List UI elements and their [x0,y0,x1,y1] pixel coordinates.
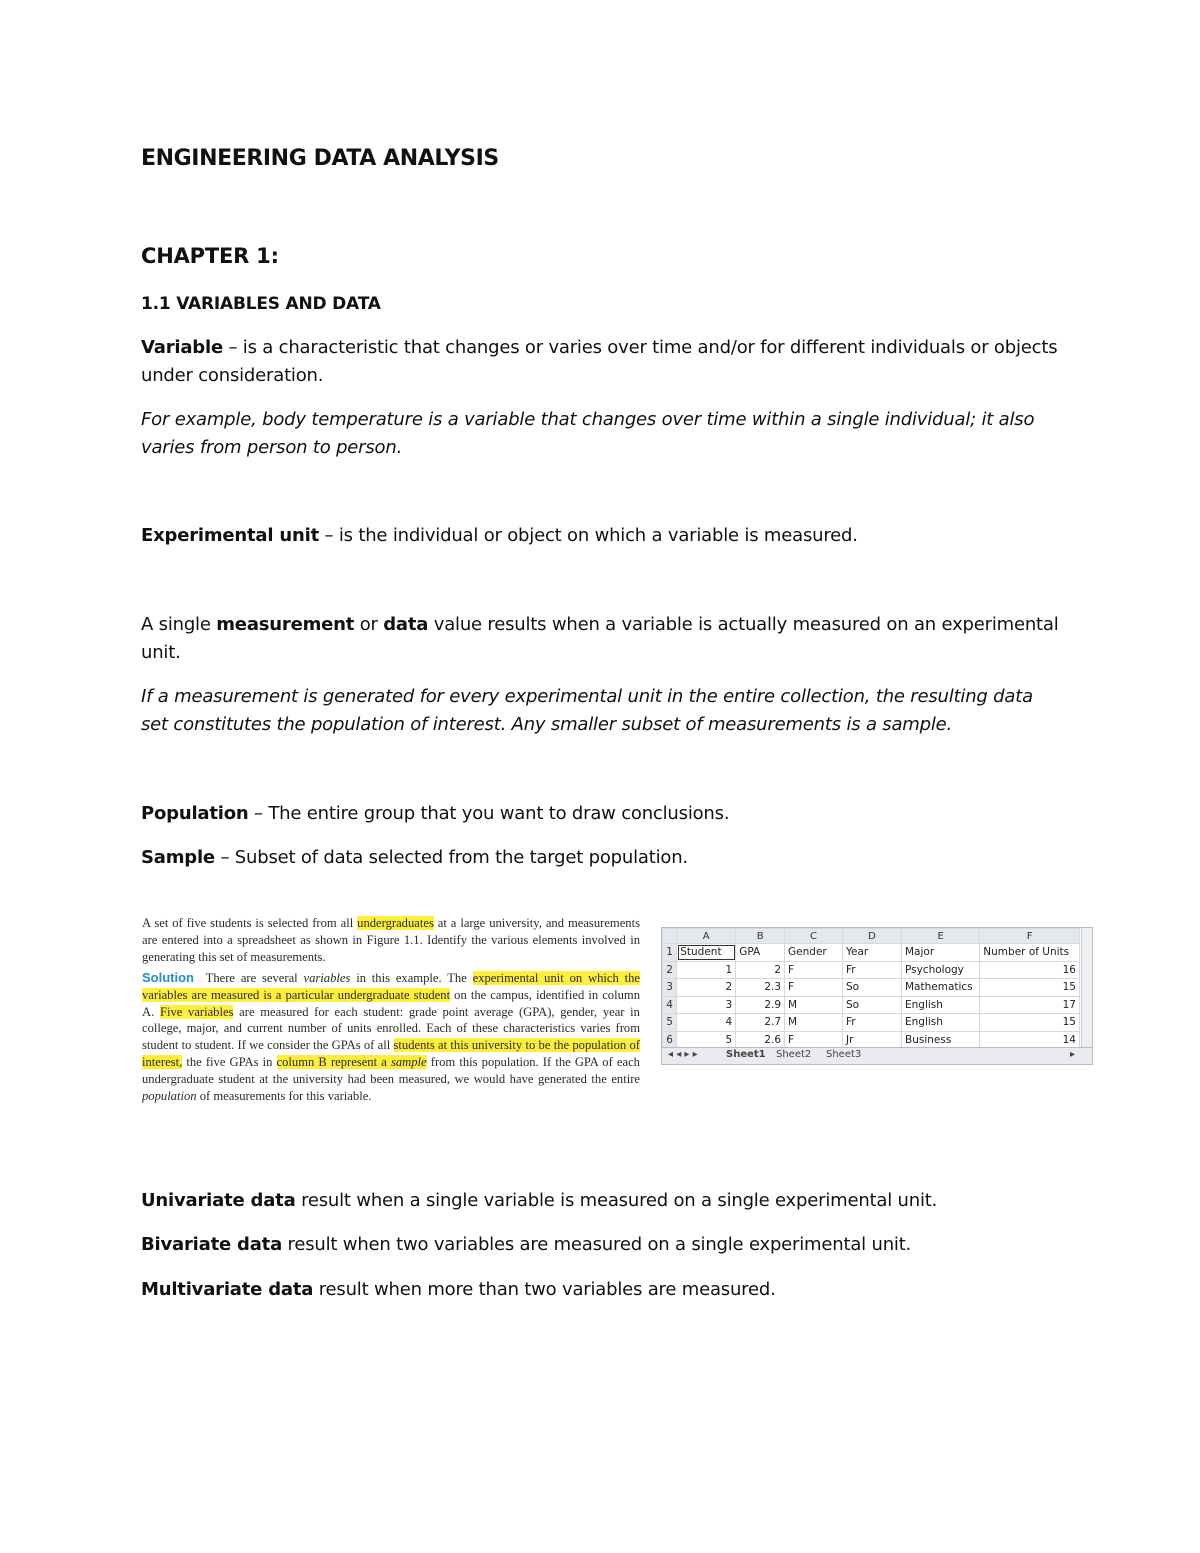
row-header: 6 [663,1031,677,1049]
cell: Fr [843,1014,902,1032]
vertical-scrollbar [1081,928,1092,1048]
excerpt-highlight: Five variables [159,1004,234,1019]
measurement-pre: A single [141,614,217,635]
section-heading: 1.1 VARIABLES AND DATA [141,294,381,314]
cell: Fr [843,961,902,979]
variable-term: Variable [141,337,223,358]
sample-term: Sample [141,847,215,868]
cell: Business [901,1031,979,1049]
cell: 2.7 [736,1014,785,1032]
sheet-tab: Sheet3 [826,1049,862,1060]
cell: 3 [677,996,736,1014]
excerpt-text: A set of five students is selected from all [142,916,358,930]
document-title: ENGINEERING DATA ANALYSIS [141,146,499,171]
corner-cell [663,929,677,944]
cell: 4 [677,1014,736,1032]
cell: 2.9 [736,996,785,1014]
univariate-text: result when a single variable is measured on a single experimental unit. [295,1190,938,1211]
population-text: – The entire group that you want to draw conclusions. [248,803,730,824]
sample-text: – Subset of data selected from the target population. [214,847,688,868]
variable-example: For example, body temperature is a variable that changes over time within a single individual; it also varies from person to person. [141,409,1035,458]
sheet-row [663,1014,1080,1032]
excerpt-solution [142,970,640,1105]
cell: Gender [785,944,843,962]
variable-text: – is a characteristic that changes or varies over time and/or for different individuals or objects under consideration. [141,337,1058,386]
row-header: 5 [663,1014,677,1032]
excerpt-text: are measured for each student: grade point average (GPA), gender, year in college, major, and current number of units enrolled. Each of these characteristics varies from student to student. If we consider the GPAs of all [142,1004,640,1053]
measurement-term: measurement [216,614,355,635]
measurement-definition [141,611,1061,667]
row-header: 1 [663,944,677,962]
excerpt-highlight: undergraduates [357,916,434,930]
excerpt-highlight: students at this university to be the population of interest, [142,1038,640,1070]
cell: So [843,996,902,1014]
cell: 16 [980,961,1080,979]
column-header: E [901,929,979,944]
excerpt-text: the five GPAs in [182,1055,277,1070]
bivariate-term: Bivariate data [141,1234,283,1255]
cell: 5 [677,1031,736,1049]
cell: 14 [980,1031,1080,1049]
sheet-row [663,979,1080,997]
cell: M [785,1014,843,1032]
sheet-row [663,1031,1080,1049]
cell: GPA [736,944,785,962]
cell: Psychology [901,961,979,979]
population-sample-note: If a measurement is generated for every experimental unit in the entire collection, the resulting data set constitutes the population of interest. Any smaller subset of measurements is a sample. [141,686,1033,735]
row-header: 2 [663,961,677,979]
cell: 2 [677,979,736,997]
excerpt-text: There are several [205,970,304,985]
sheet-tab: Sheet1 [726,1049,766,1060]
data-term: data [383,614,429,635]
cell: So [843,979,902,997]
textbook-excerpt [142,915,640,1127]
excerpt-text: on the campus, identified in column A. [142,987,640,1019]
row-header: 3 [663,979,677,997]
multivariate-text: result when more than two variables are measured. [313,1279,776,1300]
scroll-right-icon: ▸ [1070,1049,1076,1060]
cell: 2 [736,961,785,979]
cell: M [785,996,843,1014]
experimental-unit-text: – is the individual or object on which a variable is measured. [319,525,858,546]
bivariate-definition [141,1231,1061,1259]
bivariate-text: result when two variables are measured on a single experimental unit. [282,1234,912,1255]
excerpt-text: from this population. If the GPA of each undergraduate student at the university had been measured, we would have generated the entire [142,1055,640,1087]
cell: Jr [843,1031,902,1049]
excerpt-text: in this example. The [350,970,473,985]
univariate-term: Univariate data [141,1190,296,1211]
measurement-post: value results when a variable is actually measured on an experimental unit. [141,614,1059,663]
chapter-heading: CHAPTER 1: [141,244,279,268]
population-definition [141,800,1061,828]
multivariate-term: Multivariate data [141,1279,314,1300]
sheet-row [663,996,1080,1014]
cell: F [785,1031,843,1049]
excerpt-highlight: column B represent a [276,1055,391,1070]
cell: 1 [677,961,736,979]
multivariate-definition [141,1276,1061,1304]
excerpt-text: of measurements for this variable. [196,1089,372,1104]
column-header: F [980,929,1080,944]
column-header: C [785,929,843,944]
sheet-tab: Sheet2 [776,1049,812,1060]
sample-definition [141,844,1061,872]
column-header: D [843,929,902,944]
experimental-unit-definition [141,522,1061,550]
cell: Mathematics [901,979,979,997]
tab-nav-arrows-icon: ◂ ◂ ▸ ▸ [668,1049,698,1060]
sheet-tab-bar [662,1047,1092,1064]
spreadsheet-figure [661,927,1093,1065]
sheet-row [663,944,1080,962]
excerpt-highlight: experimental unit on which the variables are measured is a particular undergraduate student [142,970,640,1002]
column-header: A [677,929,736,944]
measurement-mid: or [354,614,384,635]
cell: F [785,961,843,979]
excerpt-problem [142,915,640,966]
solution-label: Solution [142,969,194,985]
excerpt-italic: variables [303,970,351,985]
cell: 15 [980,1014,1080,1032]
excerpt-highlight-italic: sample [390,1055,427,1070]
cell: English [901,1014,979,1032]
excerpt-text: at a large university, and measurements are entered into a spreadsheet as shown in Figure 1.1. Identify the various elements involved in generating this set of measurements. [142,916,640,964]
population-term: Population [141,803,249,824]
cell: F [785,979,843,997]
cell: Number of Units [980,944,1080,962]
cell: 15 [980,979,1080,997]
cell: English [901,996,979,1014]
cell: 17 [980,996,1080,1014]
univariate-definition [141,1187,1061,1215]
cell: Year [843,944,902,962]
column-header-row [663,929,1080,944]
column-header: B [736,929,785,944]
cell: Major [901,944,979,962]
spreadsheet-grid [662,928,1080,1049]
variable-definition [141,334,1061,390]
cell: 2.3 [736,979,785,997]
experimental-unit-term: Experimental unit [141,525,320,546]
row-header: 4 [663,996,677,1014]
excerpt-italic: population [142,1089,197,1104]
cell: Student [677,944,736,962]
cell: 2.6 [736,1031,785,1049]
sheet-row [663,961,1080,979]
